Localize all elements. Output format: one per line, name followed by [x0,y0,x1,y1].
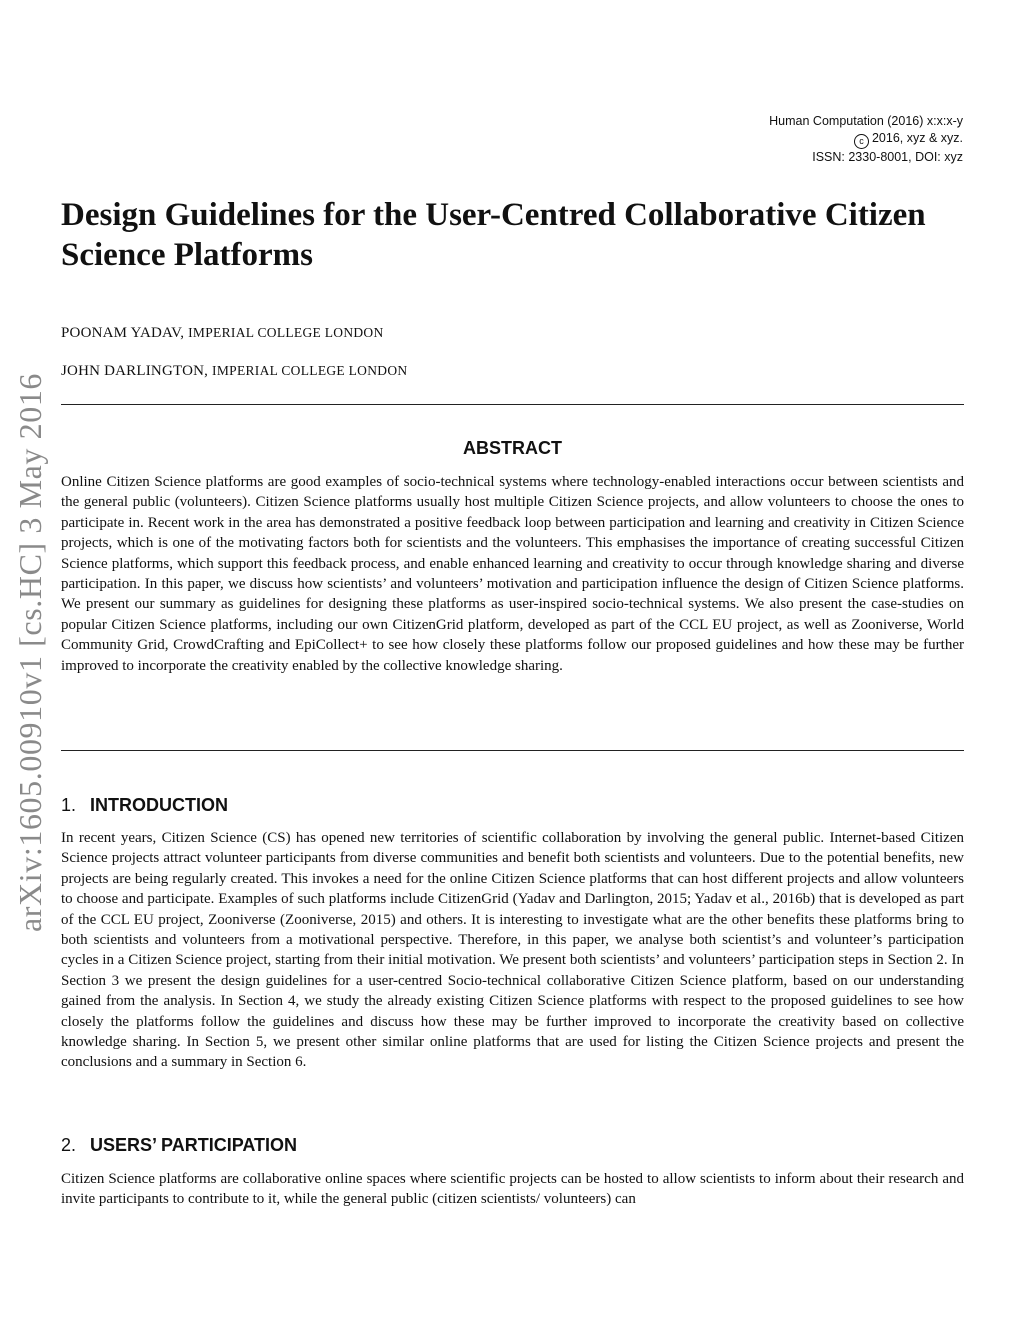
arxiv-identifier: arXiv:1605.00910v1 [cs.HC] 3 May 2016 [12,372,48,932]
divider-top [61,404,964,405]
author-name: POONAM YADAV, [61,325,189,341]
journal-line: Human Computation (2016) x:x:x-y [769,114,963,128]
abstract-heading: ABSTRACT [463,438,562,458]
copyright-icon: c [854,134,869,149]
section-heading-introduction [61,793,228,817]
author-affiliation: IMPERIAL COLLEGE LONDON [188,325,384,340]
copyright-text: 2016, xyz & xyz. [871,131,963,145]
journal-header [769,113,963,166]
author-affiliation: IMPERIAL COLLEGE LONDON [212,363,408,378]
author-2 [61,361,407,381]
introduction-text: In recent years, Citizen Science (CS) has opened new territories of scientific collaboration by involving the general public. Internet-based Citizen Science projects attract volunteer participants from diverse communities and benefit both scientists and volunteers. Due to the potential benefits, new projects are being regularly created. This invokes a need for the online Citizen Science platforms that can host different projects and allow volunteers to choose and participate. Examples of such platforms include CitizenGrid (Yadav and Darlington, 2015; Yadav et al., 2016b) that is developed as part of the CCL EU project, Zooniverse (Zooniverse, 2015) and others. It is interesting to investigate what are the other benefits these platforms bring to both scientists and volunteers from a motivational perspective. Therefore, in this paper, we analyse both scientist’s and volunteer’s participation cycles in a Citizen Science project, starting from their initial motivation. We present both scientists’ and volunteers’ participation steps in Section 2. In Section 3 we present the design guidelines for a user-centred Socio-technical collaborative Citizen Science platform, based on our understanding gained from the analysis. In Section 4, we study the already existing Citizen Science platforms with respect to the proposed guidelines to see how closely the platforms follow the guidelines and discuss how these may be further improved to incorporate the creativity based on collective knowledge sharing. In Section 5, we present other similar online platforms that are used for listing the Citizen Science projects and present the conclusions and a summary in Section 6. [61,830,964,1071]
divider-bottom [61,750,964,751]
author-1 [61,323,384,343]
copyright-line [769,130,963,149]
author-name: JOHN DARLINGTON, [61,363,213,379]
paper-title: Design Guidelines for the User-Centred Collaborative Citizen Science Platforms [61,197,926,273]
abstract-text: Online Citizen Science platforms are good examples of socio-technical systems where technology-enabled interactions occur between scientists and the general public (volunteers). Citizen Science platforms usually host multiple Citizen Science projects, and allow volunteers to choose the ones to participate in. Recent work in the area has demonstrated a positive feedback loop between participation and learning and creativity in Citizen Science projects, which is one of the motivating factors both for scientists and the volunteers. This emphasises the importance of creating successful Citizen Science platforms, which support this feedback process, and enable enhanced learning and creativity to occur through knowledge sharing and diverse participation. In this paper, we discuss how scientists’ and volunteers’ motivation and participation influence the design of Citizen Science platforms. We present our summary as guidelines for designing these platforms as user-inspired socio-technical systems. We also present the case-studies on popular Citizen Science platforms, including our own CitizenGrid platform, developed as part of the CCL EU project, as well as Zooniverse, World Community Grid, CrowdCrafting and EpiCollect+ to see how closely these platforms follow our proposed guidelines and how these may be further improved to incorporate the creativity enabled by the collective knowledge sharing. [61,474,964,674]
section-title: USERS’ PARTICIPATION [90,1135,298,1155]
section-title: INTRODUCTION [90,795,229,815]
issn-line: ISSN: 2330-8001, DOI: xyz [812,150,963,164]
section-number: 1. [61,795,77,815]
section-number: 2. [61,1135,77,1155]
users-participation-text: Citizen Science platforms are collaborative online spaces where scientific projects can be hosted to allow scientists to inform about their research and invite participants to contribute to it, while the general public (citizen scientists/ volunteers) can [61,1171,964,1208]
section-heading-users-participation [61,1133,297,1157]
